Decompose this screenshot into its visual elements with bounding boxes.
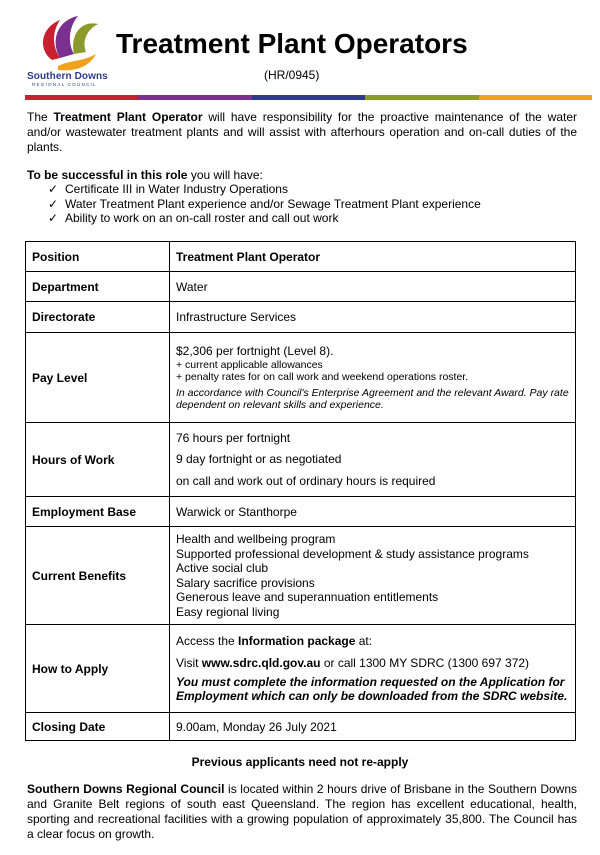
table-row xyxy=(26,302,576,333)
department-value: Water xyxy=(170,272,576,302)
requirements-list xyxy=(48,182,481,226)
closing-date-label: Closing Date xyxy=(26,713,170,741)
table-row xyxy=(26,423,576,497)
hours-line: 76 hours per fortnight xyxy=(176,430,291,445)
position-label: Position xyxy=(26,242,170,272)
employment-base-value: Warwick or Stanthorpe xyxy=(170,497,576,527)
list-item: ✓ Water Treatment Plant experience and/or Sewage Treatment Plant experience xyxy=(48,196,481,211)
closing-date-value: 9.00am, Monday 26 July 2021 xyxy=(170,713,576,741)
apply-line: Access the Information package at: xyxy=(176,634,373,648)
benefit-item: Salary sacrifice provisions xyxy=(176,575,315,590)
bar-segment xyxy=(25,95,138,100)
table-row xyxy=(26,333,576,423)
directorate-label: Directorate xyxy=(26,302,170,333)
sdrc-website-link[interactable]: www.sdrc.qld.gov.au xyxy=(201,655,321,670)
hours-value xyxy=(170,423,576,497)
role-name: Treatment Plant Operator xyxy=(53,110,203,124)
directorate-value: Infrastructure Services xyxy=(170,302,576,333)
benefit-item: Supported professional development & study assistance programs xyxy=(176,546,529,561)
apply-line: Visit www.sdrc.qld.gov.au or call 1300 MY SDRC (1300 697 372) xyxy=(176,655,530,670)
bar-segment xyxy=(365,95,478,100)
success-heading: To be successful in this role you will have: xyxy=(27,168,263,182)
benefit-item: Easy regional living xyxy=(176,604,280,619)
how-to-apply-label: How to Apply xyxy=(26,625,170,713)
intro-paragraph: The Treatment Plant Operator will have responsibility for the proactive maintenance of the water and/or wastewater treatment plants and will assist with afterhours operation and on-call duties of the plants. xyxy=(27,110,577,154)
apply-instructions: You must complete the information requested on the Application for Employment which can only be downloaded from the SDRC website. xyxy=(176,675,568,703)
benefits-value xyxy=(170,527,576,625)
pay-allowances: + current applicable allowances xyxy=(176,358,323,371)
bar-segment xyxy=(479,95,592,100)
table-row xyxy=(26,242,576,272)
bar-segment xyxy=(138,95,251,100)
bar-segment xyxy=(252,95,365,100)
department-label: Department xyxy=(26,272,170,302)
page-title: Treatment Plant Operators xyxy=(116,28,468,59)
pay-level-value xyxy=(170,333,576,423)
list-item: ✓ Certificate III in Water Industry Operations xyxy=(48,182,288,196)
benefit-item: Generous leave and superannuation entitlements xyxy=(176,590,439,604)
position-value: Treatment Plant Operator xyxy=(170,242,576,272)
checkmark-icon: ✓ xyxy=(48,196,59,211)
pay-level-label: Pay Level xyxy=(26,333,170,423)
benefits-label: Current Benefits xyxy=(26,527,170,625)
information-package: Information package xyxy=(238,634,356,648)
checkmark-icon: ✓ xyxy=(48,211,59,225)
logo-name: Southern Downs xyxy=(27,71,108,82)
hours-line: on call and work out of ordinary hours is required xyxy=(176,473,436,488)
list-item: ✓ Ability to work on an on-call roster and call out work xyxy=(48,211,339,225)
benefit-item: Health and wellbeing program xyxy=(176,532,336,546)
reference-number: (HR/0945) xyxy=(264,68,320,82)
council-description: Southern Downs Regional Council is located within 2 hours drive of Brisbane in the Southern Downs and Granite Belt regions of south east Queensland. The region has excellent educational, health, sporting and recreational facilities with a growing population of approximately 35,800. The Council has a clear focus on growth. xyxy=(27,782,577,841)
council-name: Southern Downs Regional Council xyxy=(27,782,225,796)
how-to-apply-value xyxy=(170,625,576,713)
previous-applicants-note: Previous applicants need not re-apply xyxy=(191,755,409,769)
pay-penalty-rates: + penalty rates for on call work and weekend operations roster. xyxy=(176,370,469,383)
pay-rate: $2,306 per fortnight (Level 8). xyxy=(176,344,334,359)
table-row xyxy=(26,713,576,741)
checkmark-icon: ✓ xyxy=(48,182,59,196)
hours-line: 9 day fortnight or as negotiated xyxy=(176,452,342,467)
hours-label: Hours of Work xyxy=(26,423,170,497)
table-row xyxy=(26,527,576,625)
color-divider-bar xyxy=(25,95,592,100)
table-row xyxy=(26,625,576,713)
logo-subtitle: REGIONAL COUNCIL xyxy=(32,82,97,87)
position-details-table xyxy=(25,241,576,741)
employment-base-label: Employment Base xyxy=(26,497,170,527)
benefit-item: Active social club xyxy=(176,561,269,575)
table-row xyxy=(26,497,576,527)
pay-note: In accordance with Council's Enterprise Agreement and the relevant Award. Pay rate dependent on relevant skills and experience. xyxy=(176,386,569,411)
table-row xyxy=(26,272,576,302)
